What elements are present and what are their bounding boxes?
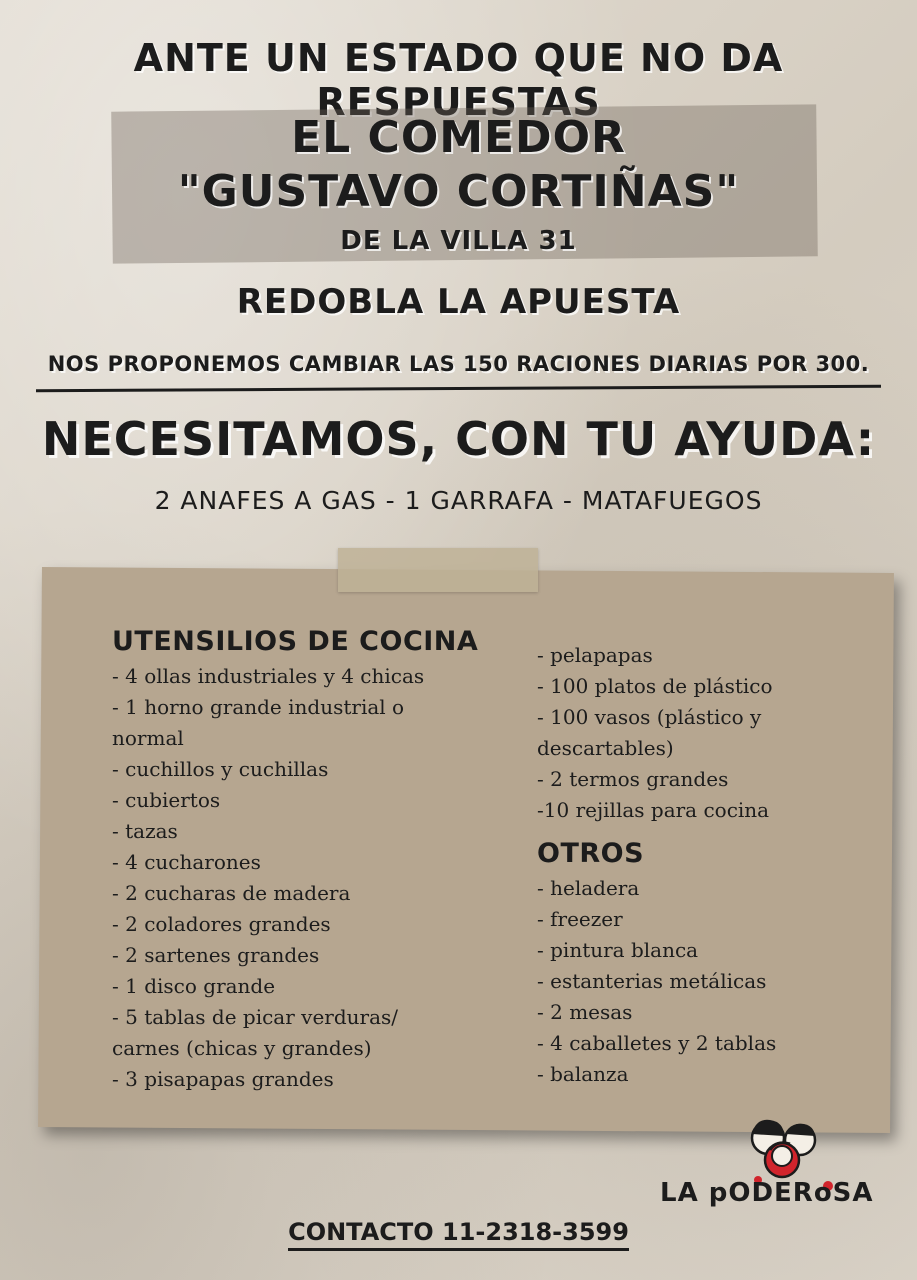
equipment-line: 2 ANAFES A GAS - 1 GARRAFA - MATAFUEGOS [154, 486, 763, 515]
list-item: - 4 caballetes y 2 tablas [537, 1031, 777, 1055]
list-item: - 2 cucharas de madera [112, 881, 351, 905]
list-item: - heladera [537, 876, 640, 900]
list-item: - 2 sartenes grandes [112, 943, 320, 967]
list-item: - 2 termos grandes [537, 767, 729, 791]
list-item: descartables) [537, 736, 674, 760]
list-item: - estanterias metálicas [537, 969, 767, 993]
list-item: - pelapapas [537, 643, 653, 667]
note-tape [338, 548, 538, 592]
list-item: - 1 horno grande industrial o [112, 695, 405, 719]
list-item: - 3 pisapapas grandes [112, 1067, 334, 1091]
headline-top: ANTE UN ESTADO QUE NO DA RESPUESTAS [133, 36, 784, 124]
list-item: - balanza [537, 1062, 629, 1086]
contact-line [0, 1218, 917, 1246]
utensilios-title: UTENSILIOS DE COCINA [112, 626, 479, 657]
list-item: - 100 vasos (plástico y [537, 705, 762, 729]
necesitamos-title: NECESITAMOS, CON TU AYUDA: [41, 412, 876, 466]
list-item: - pintura blanca [537, 938, 699, 962]
list-item: - 5 tablas de picar verduras/ [112, 1005, 399, 1029]
list-item: - 2 coladores grandes [112, 912, 331, 936]
list-item: - cuchillos y cuchillas [112, 757, 329, 781]
list-item: normal [112, 726, 184, 750]
list-item: - cubiertos [112, 788, 221, 812]
list-item: - 4 cucharones [112, 850, 261, 874]
list-item: - 100 platos de plástico [537, 674, 773, 698]
divider [36, 385, 881, 392]
utensilios-column [112, 626, 512, 1095]
otros-title: OTROS [537, 838, 645, 869]
villa-subtitle: DE LA VILLA 31 [340, 226, 577, 256]
list-item: - freezer [537, 907, 623, 931]
list-item: carnes (chicas y grandes) [112, 1036, 372, 1060]
list-item: - 2 mesas [537, 1000, 633, 1024]
list-item: -10 rejillas para cocina [537, 798, 770, 822]
comedor-title-line2: "GUSTAVO CORTIÑAS" [177, 166, 740, 217]
list-item: - 4 ollas industriales y 4 chicas [112, 664, 425, 688]
raciones-line: NOS PROPONEMOS CAMBIAR LAS 150 RACIONES DIARIAS POR 300. [47, 352, 870, 376]
contact-text: CONTACTO 11-2318-3599 [288, 1218, 629, 1251]
right-column [537, 640, 877, 1090]
redobla-headline: REDOBLA LA APUESTA [236, 282, 681, 322]
comedor-title-line1: EL COMEDOR [291, 112, 626, 163]
list-item: - 1 disco grande [112, 974, 276, 998]
list-item: - tazas [112, 819, 178, 843]
logo-text: LA pODERoSA [660, 1178, 874, 1208]
